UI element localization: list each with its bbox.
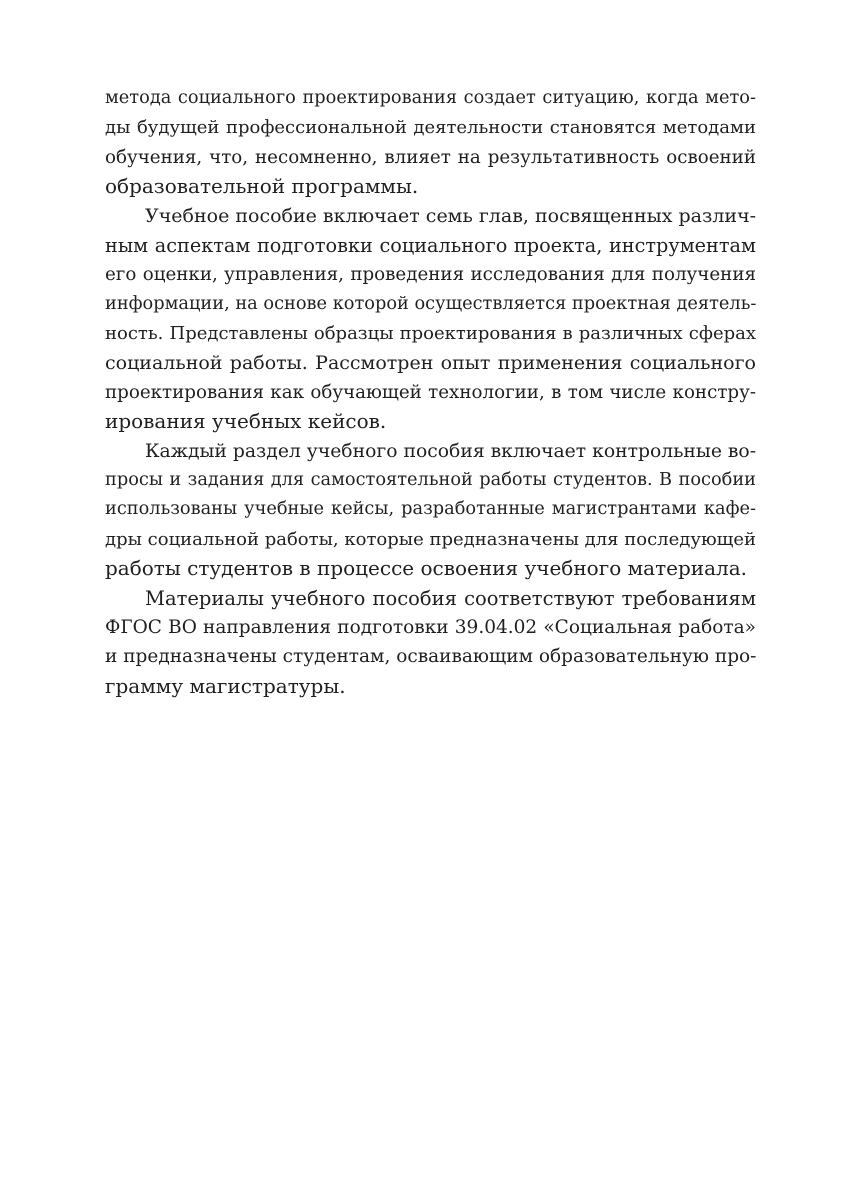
text-line: образовательной программы. — [105, 174, 419, 199]
body-text — [105, 84, 756, 701]
paragraph-1 — [105, 84, 756, 202]
text-line: ирования учебных кейсов. — [105, 409, 387, 434]
text-line: социальной работы. Рассмотрен опыт применения социального — [105, 351, 756, 374]
text-line: грамму магистратуры. — [105, 673, 346, 698]
text-line: его оценки, управления, проведения исследования для получения — [105, 264, 756, 286]
text-line: использованы учебные кейсы, разработанные магистрантами кафе- — [105, 499, 756, 520]
text-line: ды будущей профессиональной деятельности становятся методами — [105, 117, 756, 139]
text-line: Каждый раздел учебного пособия включает контрольные во- — [145, 440, 757, 462]
text-line: дры социальной работы, которые предназначены для последующей — [105, 528, 756, 550]
text-line: и предназначены студентам, осваивающим образовательную про- — [105, 646, 757, 668]
text-line: метода социального проектирования создает ситуацию, когда мето- — [105, 88, 756, 108]
text-line: информации, на основе которой осуществляется проектная деятель- — [105, 293, 757, 314]
text-line: обучения, что, несомненно, влияет на результативность освоений — [105, 146, 756, 168]
text-line: просы и задания для самостоятельной работы студентов. В пособии — [105, 470, 756, 491]
text-line: ность. Представлены образцы проектирования в различных сферах — [105, 323, 756, 345]
paragraph-3 — [105, 437, 756, 584]
text-line: Материалы учебного пособия соответствуют требованиям — [145, 586, 756, 610]
paragraph-2 — [105, 202, 756, 437]
text-line: работы студентов в процессе освоения учебного материала. — [105, 556, 748, 581]
text-line: ным аспектам подготовки социального проекта, инструментам — [105, 233, 756, 257]
text-line: проектирования как обучающей технологии, в том числе констру- — [105, 381, 756, 403]
text-line: ФГОС ВО направления подготовки 39.04.02 «Социальная работа» — [105, 617, 756, 639]
paragraph-4 — [105, 584, 756, 702]
text-line: Учебное пособие включает семь глав, посвященных различ- — [145, 204, 757, 227]
